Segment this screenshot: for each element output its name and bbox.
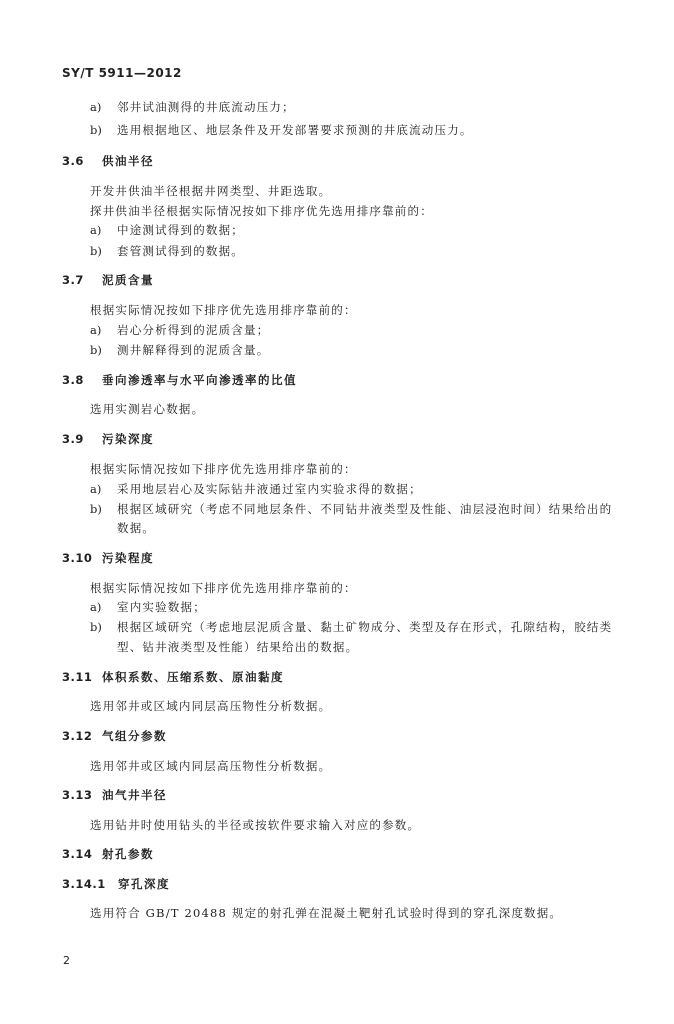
section-number: 3.12 <box>62 729 93 743</box>
list-marker: a) <box>90 323 102 337</box>
paragraph: 选用符合 GB/T 20488 规定的射孔弹在混凝土靶射孔试验时得到的穿孔深度数据。 <box>90 906 563 920</box>
list-text: 邻井试油测得的井底流动压力； <box>117 100 295 114</box>
paragraph: 探井供油半径根据实际情况按如下排序优先选用排序靠前的： <box>90 204 433 218</box>
list-marker: b) <box>90 620 102 634</box>
paragraph: 选用邻井或区域内同层高压物性分析数据。 <box>90 759 332 773</box>
section-heading-3-12 <box>62 728 167 744</box>
list-text: 根据区域研究（考虑地层泥质含量、黏土矿物成分、类型及存在形式，孔隙结构，胶结类 <box>117 620 613 634</box>
section-title: 泥质含量 <box>102 273 155 287</box>
section-number: 3.14 <box>62 847 93 861</box>
section-number: 3.9 <box>62 432 84 446</box>
section-heading-3-8 <box>62 372 297 388</box>
list-marker: a) <box>90 100 102 114</box>
section-heading-3-9 <box>62 431 154 447</box>
section-number: 3.14.1 <box>62 877 106 891</box>
section-title: 体积系数、压缩系数、原油黏度 <box>102 670 285 684</box>
paragraph: 根据实际情况按如下排序优先选用排序靠前的： <box>90 303 357 317</box>
list-text: 室内实验数据； <box>117 600 206 614</box>
section-heading-3-11 <box>62 669 284 685</box>
section-number: 3.13 <box>62 788 93 802</box>
list-text: 岩心分析得到的泥质含量； <box>117 323 270 337</box>
page-number: 2 <box>63 954 70 967</box>
section-title: 穿孔深度 <box>118 877 171 891</box>
section-heading-3-14-1 <box>62 876 170 892</box>
section-title: 污染深度 <box>102 432 155 446</box>
section-title: 射孔参数 <box>102 847 155 861</box>
section-title: 油气井半径 <box>102 788 168 802</box>
section-number: 3.6 <box>62 154 84 168</box>
list-text: 测井解释得到的泥质含量。 <box>117 343 270 357</box>
list-marker: b) <box>90 502 102 516</box>
list-marker: a) <box>90 600 102 614</box>
list-text-continuation: 型、钻井液类型及性能）结果给出的数据。 <box>117 640 359 654</box>
list-text: 根据区域研究（考虑不同地层条件、不同钻井液类型及性能、油层浸泡时间）结果给出的 <box>117 502 613 516</box>
section-number: 3.7 <box>62 273 84 287</box>
section-title: 供油半径 <box>102 154 155 168</box>
paragraph: 选用邻井或区域内同层高压物性分析数据。 <box>90 699 332 713</box>
list-text: 选用根据地区、地层条件及开发部署要求预测的井底流动压力。 <box>117 123 473 137</box>
list-text: 中途测试得到的数据； <box>117 223 244 237</box>
section-heading-3-13 <box>62 787 167 803</box>
list-text: 套管测试得到的数据。 <box>117 244 244 258</box>
section-heading-3-6 <box>62 153 154 169</box>
paragraph: 选用钻井时使用钻头的半径或按软件要求输入对应的参数。 <box>90 818 421 832</box>
section-heading-3-10 <box>62 550 154 566</box>
list-text: 采用地层岩心及实际钻井液通过室内实验求得的数据； <box>117 482 422 496</box>
list-marker: b) <box>90 244 102 258</box>
standard-code: SY/T 5911—2012 <box>62 66 182 80</box>
list-text-continuation: 数据。 <box>117 521 156 535</box>
paragraph: 根据实际情况按如下排序优先选用排序靠前的： <box>90 462 357 476</box>
section-heading-3-14 <box>62 846 154 862</box>
list-marker: b) <box>90 343 102 357</box>
section-heading-3-7 <box>62 272 154 288</box>
section-number: 3.10 <box>62 551 93 565</box>
section-number: 3.11 <box>62 670 93 684</box>
section-number: 3.8 <box>62 373 84 387</box>
list-marker: a) <box>90 223 102 237</box>
section-title: 污染程度 <box>102 551 155 565</box>
paragraph: 选用实测岩心数据。 <box>90 402 205 416</box>
paragraph: 根据实际情况按如下排序优先选用排序靠前的： <box>90 581 357 595</box>
list-marker: a) <box>90 482 102 496</box>
list-marker: b) <box>90 123 102 137</box>
paragraph: 开发井供油半径根据井网类型、井距选取。 <box>90 184 332 198</box>
section-title: 气组分参数 <box>102 729 168 743</box>
section-title: 垂向渗透率与水平向渗透率的比值 <box>102 373 298 387</box>
